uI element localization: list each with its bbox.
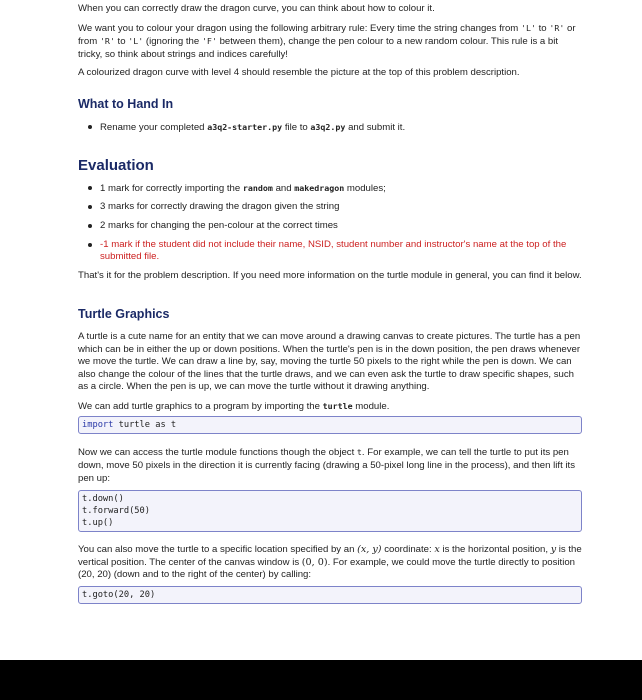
math-origin: (0, 0) [301,556,328,568]
list-item: 1 mark for correctly importing the random and makedragon modules; [78,182,582,196]
code-r: 'R' [99,36,115,47]
description-end-paragraph: That's it for the problem description. If you need more information on the turtle module in general, you can find it below. [78,269,582,281]
module-random: random [242,182,273,193]
starter-filename: a3q2-starter.py [207,121,283,132]
evaluation-heading: Evaluation [78,157,154,175]
evaluation-list [78,182,582,264]
module-makedragon: makedragon [294,182,345,193]
turtle-paragraph-2: We can add turtle graphics to a program by importing the turtle module. [78,400,390,412]
code-l: 'L' [128,36,144,47]
turtle-module-name: turtle [322,400,353,411]
code-f: 'F' [201,36,217,47]
code-line: t.goto(20, 20) [82,590,156,601]
intro-paragraph-3: A colourized dragon curve with level 4 should resemble the picture at the top of this problem description. [78,67,520,79]
intro-paragraph-1: When you can correctly draw the dragon curve, you can think about how to colour it. [78,3,435,14]
code-line: t.down() [82,494,124,505]
list-item: 3 marks for correctly drawing the dragon given the string [78,201,582,214]
hand-in-list [78,121,582,135]
code-r: 'R' [549,22,565,33]
code-block-pen-commands [78,490,582,532]
code-l: 'L' [520,22,536,33]
turtle-graphics-heading: Turtle Graphics [78,307,170,322]
list-item: Rename your completed a3q2-starter.py file to a3q2.py and submit it. [78,121,582,135]
document-content [78,0,582,610]
list-item: 2 marks for changing the pen-colour at the correct times [78,220,582,233]
code-block-import: import turtle as t [78,416,582,434]
code-line: t.forward(50) [82,506,150,517]
turtle-object-name: t [356,447,362,458]
turtle-paragraph-3: Now we can access the turtle module functions though the object t. For example, we can tell the turtle to put its pen down, move 50 pixels in the direction it is currently facing (drawing a 50-pixel long line in the process), and then lift its pen up: [78,447,575,484]
list-item-penalty: -1 mark if the student did not include their name, NSID, student number and instructor's name at the top of the submitted file. [78,239,582,264]
math-y: y [550,544,557,556]
code-block-goto [78,586,582,604]
turtle-paragraph-1: A turtle is a cute name for an entity that we can move around a drawing canvas to create pictures. The turtle has a pen which can be in either the up or down positions. When the turtle's pen is in the down position, the pen draws whenever we move the turtle. We can draw a line by, say, moving the turtle 50 pixels to the right while the pen is down. We can also change the colour of the lines that the turtle draws, and we can even ask the turtle to draw specific shapes, such as a circle. When the pen is up, we can move the turtle without it drawing anything. [78,330,581,393]
math-xy: (x, y) [357,544,382,556]
code-line: t.up() [82,518,114,529]
turtle-paragraph-4: You can also move the turtle to a specific location specified by an (x, y) coordinate: x is the horizontal position, y is the vertical position. The center of the canvas window is (0, 0). For example, we could move the turtle directly to position (20, 20) (down and to the right of the center) by calling: [78,544,582,581]
import-keyword: import [82,420,114,431]
submit-filename: a3q2.py [310,121,346,132]
math-x: x [434,544,440,556]
intro-paragraph-2: We want you to colour your dragon using the following arbitrary rule: Every time the string changes from 'L' to 'R' or from 'R' to 'L' (ignoring the 'F' between them), change the pen colour to a new random colour. This rule is a bit tricky, so think about strings and indices carefully! [78,22,576,60]
hand-in-heading: What to Hand In [78,96,174,111]
